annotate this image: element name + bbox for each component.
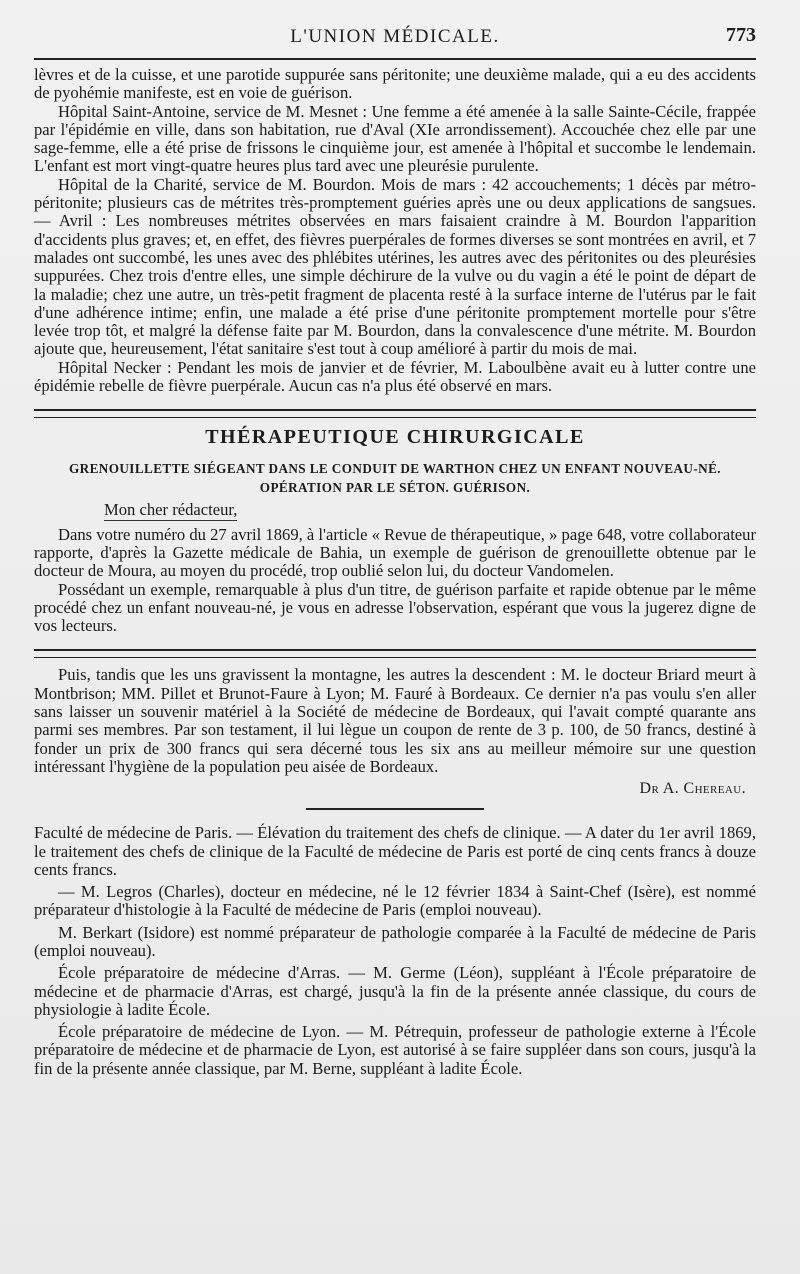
section-title: THÉRAPEUTIQUE CHIRURGICALE — [205, 426, 585, 449]
news-item-4: École préparatoire de médecine d'Arras. — M. Germe (Léon), suppléant à l'École préparatoire de médecine et de pharmacie d'Arras, est chargé, jusqu'à la fin de la présente année classique, du cours de physiologie à ladite École. — [34, 963, 756, 1019]
page-number: 773 — [726, 24, 756, 46]
news-item-3: M. Berkart (Isidore) est nommé préparateur de pathologie comparée à la Faculté de médecine de Paris (emploi nouveau). — [34, 922, 756, 960]
chronicle-double-rule — [34, 649, 756, 658]
running-head — [34, 22, 756, 52]
news-item-2: — M. Legros (Charles), docteur en médecine, né le 12 février 1834 à Saint-Chef (Isère), est nommé préparateur d'histologie à la Faculté de médecine de Paris (emploi nouveau). — [34, 882, 756, 920]
signature — [34, 780, 756, 798]
intro-paragraph-2: Hôpital Saint-Antoine, service de M. Mesnet : Une femme a été amenée à la salle Sainte-Cécile, frappée par l'épidémie en ville, dans son habitation, rue d'Aval (XIe arrondissement). Accouchée chez elle par une sage-femme, elle a été prise de frissons le cinquième jour, est amenée à l'hôpital et succombe le lendemain. L'enfant est mort vingt-quatre heures plus tard avec une pleurésie purulente. — [34, 101, 756, 176]
intro-paragraph-1: lèvres et de la cuisse, et une parotide suppurée sans péritonite; une deuxième malade, qui a eu des accidents de pyohémie manifeste, est en voie de guérison. — [34, 65, 756, 103]
news-item-1: Faculté de médecine de Paris. — Élévation du traitement des chefs de clinique. — A dater du 1er avril 1869, le traitement des chefs de clinique de la Faculté de médecine de Paris est porté de cinq cents francs à douze cents francs. — [34, 823, 756, 879]
article-subtitle-line1: GRENOUILLETTE SIÉGEANT DANS LE CONDUIT DE WARTHON CHEZ UN ENFANT NOUVEAU-NÉ. — [69, 461, 721, 477]
short-separator — [306, 808, 484, 810]
intro-paragraph-4: Hôpital Necker : Pendant les mois de janvier et de février, M. Laboulbène avait eu à lutter contre une épidémie rebelle de fièvre puerpérale. Aucun cas n'a plus été observé en mars. — [34, 357, 756, 396]
section-double-rule — [34, 409, 756, 418]
salutation-text: Mon cher rédacteur, — [104, 500, 238, 520]
signature-text: Dr A. Chereau. — [639, 780, 746, 798]
chronicle-paragraph: Puis, tandis que les uns gravissent la montagne, les autres la descendent : M. le docteur Briard meurt à Montbrison; MM. Pillet et Brunot-Faure à Lyon; M. Fauré à Bordeaux. Ce dernier n'a pas voulu s'en aller sans laisser un souvenir matériel à la Société de médecine de Bordeaux, qui l'avait compté quarante ans parmi ses membres. Par son testament, il lui lègue un coupon de rente de 3 p. 100, de 50 francs, destiné à fonder un prix de 300 francs qui sera décerné tous les six ans au meilleur mémoire sur une question intéressant l'hygiène de la population peu aisée de Bordeaux. — [34, 665, 756, 776]
header-rule — [34, 58, 756, 60]
therapeutics-paragraph-2: Possédant un exemple, remarquable à plus d'un titre, de guérison parfaite et rapide obtenue par le même procédé chez un enfant nouveau-né, je vous en adresse l'observation, espérant que vous la jugerez digne de vos lecteurs. — [34, 579, 756, 636]
article-subtitle-line2: OPÉRATION PAR LE SÉTON. GUÉRISON. — [259, 480, 531, 496]
journal-title: L'UNION MÉDICALE. — [290, 26, 500, 47]
intro-paragraph-3: Hôpital de la Charité, service de M. Bourdon. Mois de mars : 42 accouchements; 1 décès par métro-péritonite; plusieurs cas de métrites très-promptement guéries après une ou deux applications de sangsues. — Avril : Les nombreuses métrites observées en mars faisaient craindre à M. Bourdon l'apparition d'accidents plus graves; et, en effet, des fièvres puerpérales de formes diverses se sont montrées en avril, et 7 malades ont succombé, les unes avec des phlébites utérines, les autres avec des péritonites ou des pleurésies suppurées. Chez trois d'entre elles, une simple déchirure de la vulve ou du vagin a été le point de départ de la maladie; chez une autre, un très-petit fragment de placenta resté à la surface interne de l'utérus par le fait d'une adhérence intime; enfin, une malade a été prise d'une péritonite promptement mortelle pour s'être levée trop tôt, et malgré la défense faite par M. Bourdon, dans la convalescence d'une métrite. M. Bourdon ajoute que, heureusement, l'état sanitaire s'est tout à coup amélioré à partir du mois de mai. — [34, 174, 756, 359]
salutation — [34, 501, 756, 519]
therapeutics-paragraph-1: Dans votre numéro du 27 avril 1869, à l'article « Revue de thérapeutique, » page 648, votre collaborateur rapporte, d'après la Gazette médicale de Bahia, un exemple de guérison de grenouillette obtenue par le docteur de Moura, au moyen du procédé, trop oublié selon lui, du docteur Vandomelen. — [34, 524, 756, 581]
news-item-5: École préparatoire de médecine de Lyon. — M. Pétrequin, professeur de pathologie externe à l'École préparatoire de médecine et de pharmacie de Lyon, est autorisé à se faire suppléer dans son cours, jusqu'à la fin de la présente année classique, par M. Berne, suppléant à ladite École. — [34, 1022, 756, 1078]
